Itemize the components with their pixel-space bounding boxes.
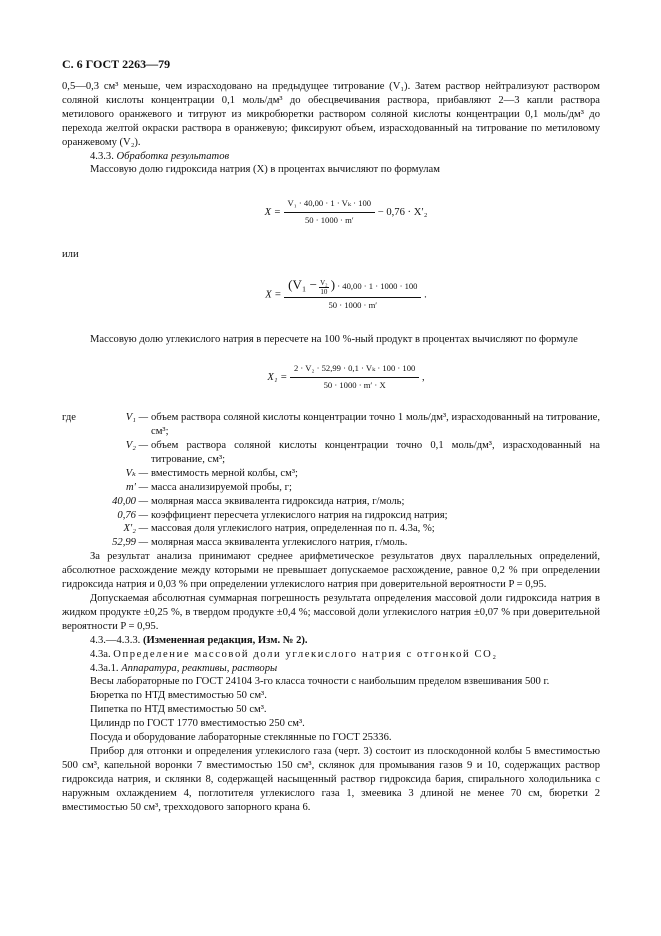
section-number: 4.3а.1. bbox=[90, 662, 119, 674]
definition-text: объем раствора соляной кислоты концентрации точно 1 моль/дм³, израсходованный на титрование, см³; bbox=[151, 412, 600, 438]
definition-text: коэффициент пересчета углекислого натрия на гидроксид натрия; bbox=[151, 509, 448, 521]
definition-row bbox=[62, 481, 600, 495]
formula-fraction bbox=[284, 278, 421, 312]
definition-lead bbox=[62, 481, 92, 495]
paragraph-error: Допускаемая абсолютная суммарная погрешность результата определения массовой доли гидроксида натрия в жидком продукте ±0,25 %, в твердом продукте ±0,4 %; массовой доли углекислого натрия ±0,07 % при доверительной вероятности P = 0,95. bbox=[62, 593, 600, 632]
paragraph-change-note bbox=[62, 634, 600, 648]
section-title: Аппаратура, реактивы, растворы bbox=[121, 662, 278, 674]
equipment-list bbox=[62, 675, 600, 745]
definition-text: вместимость мерной колбы, см³; bbox=[151, 467, 298, 479]
section-4-3a-heading bbox=[62, 648, 600, 662]
formula-tail: , bbox=[421, 372, 425, 384]
formula-numerator: V₁ · 40,00 · 1 · Vₖ · 100 bbox=[284, 197, 376, 213]
formula-naoh-1 bbox=[62, 197, 600, 228]
definition-text: объем раствора соляной кислоты концентрации точно 0,1 моль/дм³, израсходованный на титрование, см³; bbox=[151, 440, 600, 465]
definition-text: масса анализируемой пробы, г; bbox=[151, 481, 292, 493]
definition-symbol: 40,00 — bbox=[112, 495, 148, 507]
definition-symbol: V₁ — bbox=[125, 412, 148, 424]
equipment-item: Цилиндр по ГОСТ 1770 вместимостью 250 см³. bbox=[90, 718, 305, 730]
page-header: С. 6 ГОСТ 2263—79 bbox=[62, 57, 171, 71]
equipment-item: Весы лабораторные по ГОСТ 24104 3-го класса точности с наибольшим пределом взвешивания 500 г. bbox=[90, 676, 550, 688]
formula-fraction bbox=[290, 362, 419, 393]
section-number: 4.3а. bbox=[90, 648, 111, 660]
definition-symbol: m′ — bbox=[125, 481, 148, 493]
definition-row bbox=[62, 467, 600, 481]
formula-lhs: X = bbox=[264, 207, 281, 219]
formula-fraction bbox=[284, 197, 376, 228]
change-section-range: 4.3.—4.3.3. bbox=[90, 634, 141, 646]
definition-symbol: X′₂ — bbox=[123, 523, 148, 535]
paragraph-titration: 0,5—0,3 см³ меньше, чем израсходовано на предыдущее титрование (V₁). Затем раствор нейтрализуют раствором соляной кислоты концентрации 0,1 моль/дм³ до обесцвечивания раствора, прибавляют 2—3 капли раствора метилового оранжевого и титруют из микробюретки раствором соляной кислоты концентрации 0,1 моль/дм³ до перехода желтой окраски раствора в оранжевую; фиксируют объем, израсходованный на титрование по метиловому оранжевому (V₂). bbox=[62, 81, 600, 148]
definition-lead bbox=[62, 467, 92, 481]
definition-lead bbox=[62, 536, 92, 550]
formula-tail: − 0,76 · X′₂ bbox=[377, 207, 428, 219]
formula-lhs: X = bbox=[265, 289, 282, 301]
paragraph-na2co3-formula-intro: Массовую долю углекислого натрия в пересчете на 100 %-ный продукт в процентах вычисляют по формуле bbox=[90, 333, 578, 345]
formula-naoh-2 bbox=[62, 278, 600, 312]
inner-denominator: 10 bbox=[320, 287, 328, 296]
formula-denominator: 50 · 1000 · m′ · X bbox=[323, 380, 386, 391]
inner-fraction bbox=[319, 279, 329, 296]
definition-text: молярная масса эквивалента гидроксида натрия, г/моль; bbox=[151, 495, 405, 507]
definition-symbol: Vₖ — bbox=[125, 467, 148, 479]
equipment-item: Бюретка по НТД вместимостью 50 см³. bbox=[90, 690, 267, 702]
definition-row bbox=[62, 509, 600, 523]
definition-symbol: 52,99 — bbox=[112, 537, 148, 549]
document-body bbox=[62, 80, 600, 815]
equipment-item: Пипетка по НТД вместимостью 50 см³. bbox=[90, 704, 267, 716]
paren-left: (V₁ − bbox=[288, 277, 317, 293]
formula-numerator: 2 · V₂ · 52,99 · 0,1 · Vₖ · 100 · 100 bbox=[290, 362, 419, 378]
variable-definitions bbox=[62, 411, 600, 550]
definition-text: массовая доля углекислого натрия, определенная по п. 4.3а, %; bbox=[151, 523, 435, 535]
section-title: Определение массовой доли углекислого натрия с отгонкой CO₂ bbox=[113, 648, 498, 660]
formula-numerator bbox=[284, 278, 421, 298]
paragraph-result: За результат анализа принимают среднее арифметическое результатов двух параллельных определений, абсолютное расхождение между которыми не превышает допускаемое расхождение, равное 0,2 % при определении гидроксида натрия и 0,03 % при определении углекислого натрия при доверительной вероятности P = 0,95. bbox=[62, 551, 600, 591]
definition-row bbox=[62, 411, 600, 439]
definition-symbol: V₂ — bbox=[125, 440, 148, 452]
section-title: Обработка результатов bbox=[116, 150, 230, 162]
equipment-item: Посуда и оборудование лабораторные стеклянные по ГОСТ 25336. bbox=[90, 732, 392, 744]
definition-lead: где bbox=[62, 412, 76, 424]
definition-lead bbox=[62, 509, 92, 523]
numerator-rest: · 40,00 · 1 · 1000 · 100 bbox=[337, 281, 418, 292]
definition-text: молярная масса эквивалента углекислого натрия, г/моль. bbox=[151, 537, 408, 549]
definition-lead bbox=[62, 439, 92, 467]
definition-row bbox=[62, 439, 600, 467]
definition-row bbox=[62, 522, 600, 536]
formula-denominator: 50 · 1000 · m′ bbox=[304, 215, 354, 226]
or-label: или bbox=[62, 249, 79, 261]
change-note: (Измененная редакция, Изм. № 2). bbox=[142, 634, 308, 646]
section-4-3-3-heading bbox=[62, 150, 600, 164]
definition-row bbox=[62, 495, 600, 509]
definition-symbol: 0,76 — bbox=[117, 509, 148, 521]
formula-na2co3 bbox=[62, 362, 600, 393]
inner-numerator: V₂ bbox=[320, 278, 328, 287]
definition-row bbox=[62, 536, 600, 550]
definition-lead bbox=[62, 522, 92, 536]
formula-denominator: 50 · 1000 · m′ bbox=[328, 299, 378, 310]
section-number: 4.3.3. bbox=[90, 150, 114, 162]
section-4-3a-1-heading bbox=[62, 662, 600, 676]
paragraph-naoh-formula-intro: Массовую долю гидроксида натрия (X) в процентах вычисляют по формулам bbox=[90, 164, 440, 176]
paragraph-device: Прибор для отгонки и определения углекислого газа (черт. 3) состоит из плоскодонной колбы 5 вместимостью 500 см³, капельной воронки 7 вместимостью 150 см³, склянок для промывания газов 9 и 10, содержащих раствор гидроксида натрия, и склянки 8, содержащей насыщенный раствор гидроксида бария, спирального холодильника с наружным охлаждением 4, поглотителя углекислого газа 1, змеевика 3 длиной не менее 70 см, бюретки 2 вместимостью 50 см³, трехходового запорного крана 6. bbox=[62, 745, 600, 813]
paren-right: ) bbox=[330, 277, 336, 293]
definition-lead bbox=[62, 495, 92, 509]
formula-lhs: X₁ = bbox=[267, 372, 288, 384]
formula-tail: . bbox=[424, 289, 427, 301]
